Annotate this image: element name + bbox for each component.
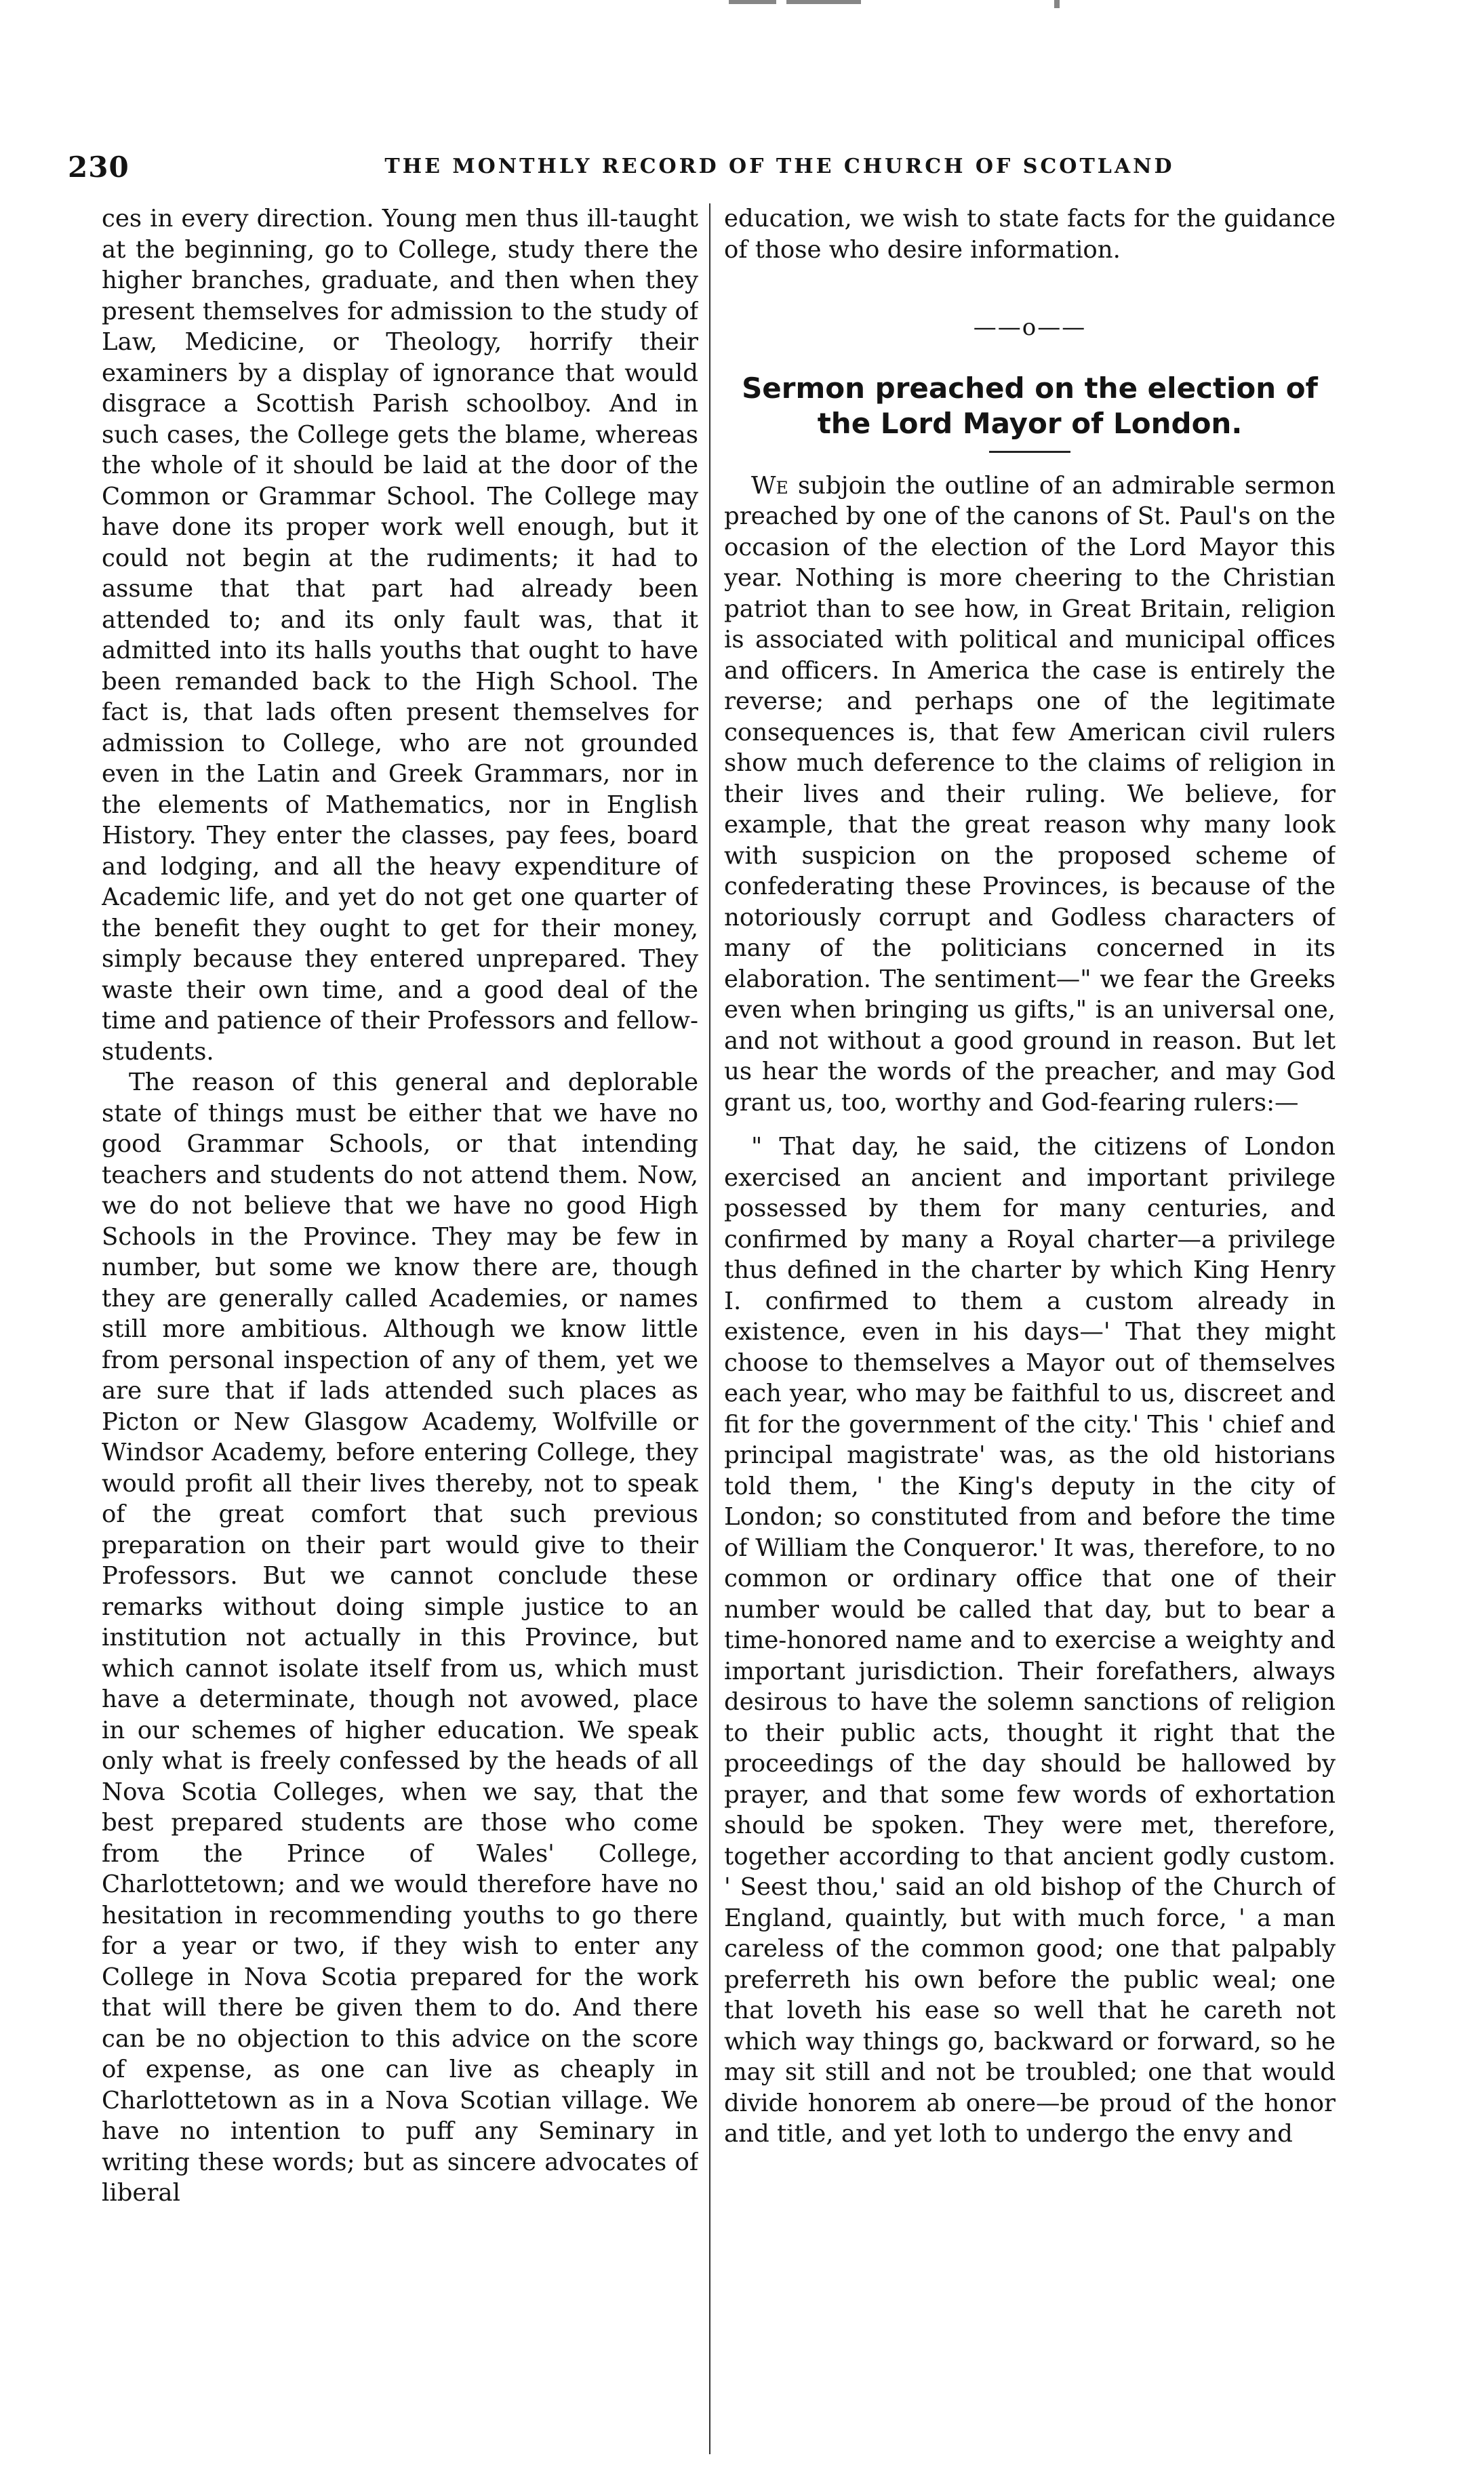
- page-number: 230: [68, 151, 129, 184]
- lead-word: We: [751, 471, 788, 500]
- left-column: [102, 203, 698, 2454]
- running-title: THE MONTHLY RECORD OF THE CHURCH OF SCOTLAND: [384, 155, 1175, 178]
- scan-mark: [729, 0, 776, 4]
- continuation-paragraph: education, we wish to state facts for the guidance of those who desire information.: [724, 205, 1336, 264]
- scan-mark: [786, 0, 861, 4]
- left-paragraph-1: ces in every direction. Young men thus ill-taught at the beginning, go to College, study there the higher branches, graduate, and then when they present themselves for admission to the study of Law, Medicine, or Theology, horrify their examiners by a display of ignorance that would disgrace a Scottish Parish schoolboy. And in such cases, the College gets the blame, whereas the whole of it should be laid at the door of the Common or Grammar School. The College may have done its proper work well enough, but it could not begin at the rudiments; it had to assume that that part had already been attended to; and its only fault was, that it admitted into its halls youths that ought to have been remanded back to the High School. The fact is, that lads often present themselves for admission to College, who are not grounded even in the Latin and Greek Grammars, nor in the elements of Mathematics, nor in English History. They enter the classes, pay fees, board and lodging, and all the heavy expenditure of Academic life, and yet do not get one quarter of the benefit they ought to get for their money, simply because they entered unprepared. They waste their own time, and a good deal of the time and patience of their Professors and fellow-students.: [102, 205, 698, 1066]
- column-divider-rule: [709, 203, 710, 2454]
- running-head: [68, 151, 1329, 191]
- intro-paragraph: [724, 471, 1336, 1119]
- right-column: [724, 203, 1336, 2454]
- sermon-paragraph: " That day, he said, the citizens of London exercised an ancient and important privilege possessed by them for many centuries, and confirmed by many a Royal charter—a privilege thus defined in the charter by which King Henry I. confirmed to them a custom already in existence, even in his days—' That they might choose to themselves a Mayor out of themselves each year, who may be faithful to us, discreet and fit for the government of the city.' This ' chief and principal magistrate' was, as the old historians told them, ' the King's deputy in the city of London; so constituted from and before the time of William the Conqueror.' It was, therefore, to no common or ordinary office that one of their number would be called that day, but to bear a time-honored name and to exercise a weighty and important jurisdiction. Their forefathers, always desirous to have the solemn sanctions of religion to their public acts, thought it right that the proceedings of the day should be hallowed by prayer, and that some few words of exhortation should be spoken. They were met, therefore, together according to that ancient godly custom. ' Seest thou,' said an old bishop of the Church of England, quaintly, but with much force, ' a man careless of the common good; one that palpably preferreth his own before the public weal; one that loveth his ease so well that he careth not which way things go, backward or forward, so he may sit still and not be troubled; one that would divide honorem ab onere—be proud of the honor and title, and yet loth to undergo the envy and: [724, 1133, 1336, 2148]
- intro-text: subjoin the outline of an admirable sermon preached by one of the canons of St. Paul's on the occasion of the election of the Lord Mayor this year. Nothing is more cheering to the Christian patriot than to see how, in Great Britain, religion is associated with political and municipal offices and officers. In America the case is entirely the reverse; and perhaps one of the legitimate consequences is, that few American civil rulers show much deference to the claims of religion in their lives and their ruling. We believe, for example, that the great reason why many look with suspicion on the proposed scheme of confederating these Provinces, is because of the notoriously corrupt and Godless characters of many of the politicians concerned in its elaboration. The sentiment—" we fear the Greeks even when bringing us gifts," is an universal one, and not without a good ground in reason. But let us hear the words of the preacher, and may God grant us, too, worthy and God-fearing rulers:—: [724, 471, 1336, 1117]
- left-paragraph-2: The reason of this general and deplorable state of things must be either that we have no good Grammar Schools, or that intending teachers and students do not attend them. Now, we do not believe that we have no good High Schools in the Province. They may be few in number, but some we know there are, though they are generally called Academies, or names still more ambitious. Although we know little from personal inspection of any of them, yet we are sure that if lads attended such places as Picton or New Glasgow Academy, Wolfville or Windsor Academy, before entering College, they would profit all their lives thereby, not to speak of the great comfort that such previous preparation on their part would give to their Professors. But we cannot conclude these remarks without doing simple justice to an institution not actually in this Province, but which cannot isolate itself from us, which must have a determinate, though not avowed, place in our schemes of higher education. We speak only what is freely confessed by the heads of all Nova Scotia Colleges, when we say, that the best prepared students are those who come from the Prince of Wales' College, Charlottetown; and we would therefore have no hesitation in recommending youths to go there for a year or two, if they wish to enter any College in Nova Scotia prepared for the work that will there be given them to do. And there can be no objection to this advice on the score of expense, as one can live as cheaply in Charlottetown as in a Nova Scotian village. We have no intention to puff any Seminary in writing these words; but as sincere advocates of liberal: [102, 1068, 698, 2207]
- section-divider: ——o——: [973, 314, 1087, 341]
- article-title: Sermon preached on the election of the Lord Mayor of London.: [742, 371, 1318, 440]
- scan-mark: [1054, 0, 1060, 8]
- title-rule: [989, 451, 1070, 453]
